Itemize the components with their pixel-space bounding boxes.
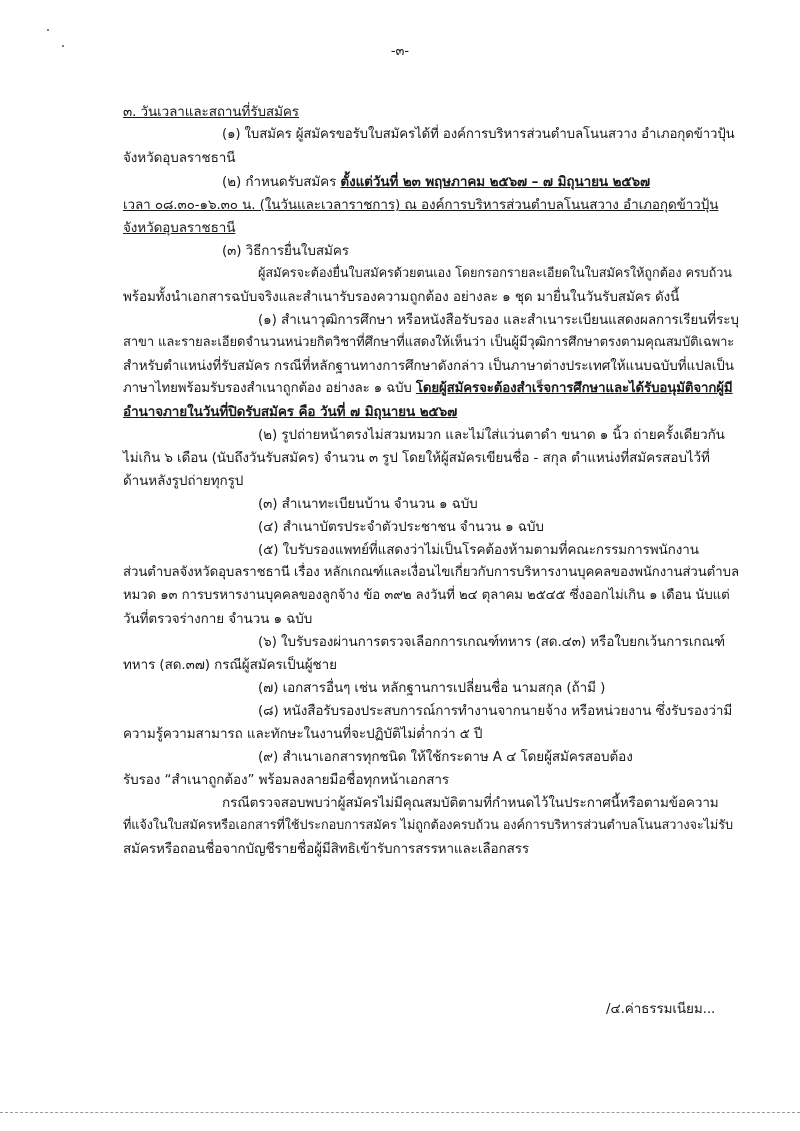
- doc8-line1: (๘) หนังสือรับรองประสบการณ์การทำงานจากนายจ้าง หรือหน่วยงาน ซึ่งรับรองว่ามี: [258, 703, 733, 719]
- item1-line2: จังหวัดอุบลราชธานี: [123, 150, 236, 166]
- doc1-line4: [123, 381, 733, 397]
- doc3-line: (๓) สำเนาทะเบียนบ้าน จำนวน ๑ ฉบับ: [258, 496, 478, 512]
- doc9-line1: (๙) สำเนาเอกสารทุกชนิด ให้ใช้กระดาษ A ๔ โดยผู้สมัครสอบต้อง: [258, 749, 633, 765]
- doc2-line2: ไม่เกิน ๖ เดือน (นับถึงวันรับสมัคร) จำนวน ๓ รูป โดยให้ผู้สมัครเขียนชื่อ - สกุล ตำแหน่งที่สมัครสอบไว้ที่: [123, 450, 710, 466]
- closing-line1: กรณีตรวจสอบพบว่าผู้สมัครไม่มีคุณสมบัติตามที่กำหนดไว้ในประกาศนี้หรือตามข้อความ: [222, 795, 719, 811]
- doc5-line1: (๕) ใบรับรองแพทย์ที่แสดงว่าไม่เป็นโรคต้องห้ามตามที่คณะกรรมการพนักงาน: [258, 542, 699, 558]
- item3-intro1: ผู้สมัครจะต้องยื่นใบสมัครด้วยตนเอง โดยกรอกรายละเอียดในใบสมัครให้ถูกต้อง ครบถ้วน: [258, 266, 732, 281]
- doc1-line3: สำหรับตำแหน่งที่รับสมัคร กรณีที่หลักฐานทางการศึกษาดังกล่าว เป็นภาษาต่างประเทศให้แนบฉบับที่แปลเป็น: [123, 358, 734, 374]
- item2-line2: เวลา ๐๘.๓๐-๑๖.๓๐ น. (ในวันและเวลาราชการ) ณ องค์การบริหารส่วนตำบลโนนสวาง อำเภอกุดข้าวปุ้น: [123, 197, 719, 213]
- doc6-line1: (๖) ใบรับรองผ่านการตรวจเลือกการเกณฑ์ทหาร (สด.๔๓) หรือใบยกเว้นการเกณฑ์: [258, 634, 725, 650]
- closing-line2: ที่แจ้งในใบสมัครหรือเอกสารที่ใช้ประกอบการสมัคร ไม่ถูกต้องครบถ้วน องค์การบริหารส่วนตำบลโนนสวางจะไม่รับ: [123, 818, 733, 833]
- section-title: ๓. วันเวลาและสถานที่รับสมัคร: [123, 104, 299, 120]
- doc1-line1: (๑) สำเนาวุฒิการศึกษา หรือหนังสือรับรอง และสำเนาระเบียนแสดงผลการเรียนที่ระบุ: [258, 312, 739, 328]
- doc1-line2: สาขา และรายละเอียดจำนวนหน่วยกิตวิชาที่ศึกษาที่แสดงให้เห็นว่า เป็นผู้มีวุฒิการศึกษาตรงตามคุณสมบัติเฉพาะ: [123, 335, 735, 350]
- item2-label: (๒) กำหนดรับสมัคร: [222, 174, 341, 190]
- doc8-line2: ความรู้ความสามารถ และทักษะในงานที่จะปฏิบัติไม่ต่ำกว่า ๕ ปี: [123, 726, 483, 742]
- doc6-line2: ทหาร (สด.๓๗) กรณีผู้สมัครเป็นผู้ชาย: [123, 657, 337, 673]
- item3-title: (๓) วิธีการยื่นใบสมัคร: [222, 243, 349, 259]
- item2-line3: จังหวัดอุบลราชธานี: [123, 220, 236, 236]
- doc4-line: (๔) สำเนาบัตรประจำตัวประชาชน จำนวน ๑ ฉบับ: [258, 519, 544, 535]
- doc1-line4-underlined: โดยผู้สมัครจะต้องสำเร็จการศึกษาและได้รับอนุมัติจากผู้มี: [415, 381, 733, 396]
- item2-dates: ตั้งแต่วันที่ ๒๓ พฤษภาคม ๒๕๖๗ – ๗ มิถุนายน ๒๕๖๗: [340, 174, 651, 190]
- doc5-line2: ส่วนตำบลจังหวัดอุบลราชธานี เรื่อง หลักเกณฑ์และเงื่อนไขเกี่ยวกับการบริหารงานบุคคลของพนักงานส่วนตำบล: [123, 565, 739, 580]
- continuation-note: /๔.ค่าธรรมเนียม...: [606, 1001, 716, 1017]
- doc1-line4-plain: ภาษาไทยพร้อมรับรองสำเนาถูกต้อง อย่างละ ๑ ฉบับ: [123, 381, 416, 396]
- doc2-line1: (๒) รูปถ่ายหน้าตรงไม่สวมหมวก และไม่ใส่แว่นตาดำ ขนาด ๑ นิ้ว ถ่ายครั้งเดียวกัน: [258, 427, 725, 443]
- page-number: -๓-: [390, 44, 410, 59]
- item2-line1: [222, 174, 650, 190]
- doc2-line3: ด้านหลังรูปถ่ายทุกรูป: [123, 473, 244, 489]
- doc5-line4: วันที่ตรวจร่างกาย จำนวน ๑ ฉบับ: [123, 611, 313, 627]
- item1-line1: (๑) ใบสมัคร ผู้สมัครขอรับใบสมัครได้ที่ องค์การบริหารส่วนตำบลโนนสวาง อำเภอกุดข้าวปุ้น: [222, 127, 735, 142]
- doc1-line5: อำนาจภายในวันที่ปิดรับสมัคร คือ วันที่ ๗ มิถุนายน ๒๕๖๗: [123, 404, 458, 420]
- doc5-line3: หมวด ๑๓ การบรหารงานบุคคลของลูกจ้าง ข้อ ๓๙๒ ลงวันที่ ๒๔ ตุลาคม ๒๕๔๕ ซึ่งออกไม่เกิน ๑ เดือน นับแต่: [123, 588, 730, 603]
- doc7-line: (๗) เอกสารอื่นๆ เช่น หลักฐานการเปลี่ยนชื่อ นามสกุล (ถ้ามี ): [258, 680, 606, 696]
- closing-line3: สมัครหรือถอนชื่อจากบัญชีรายชื่อผู้มีสิทธิเข้ารับการสรรหาและเลือกสรร: [123, 841, 530, 857]
- footer-dashed-line: [0, 1112, 800, 1113]
- doc9-line2: รับรอง “สำเนาถูกต้อง” พร้อมลงลายมือชื่อทุกหน้าเอกสาร: [123, 772, 450, 788]
- item3-intro2: พร้อมทั้งนำเอกสารฉบับจริงและสำเนารับรองความถูกต้อง อย่างละ ๑ ชุด มายื่นในวันรับสมัคร ดังนี้: [123, 289, 680, 305]
- scan-speck: [47, 29, 49, 31]
